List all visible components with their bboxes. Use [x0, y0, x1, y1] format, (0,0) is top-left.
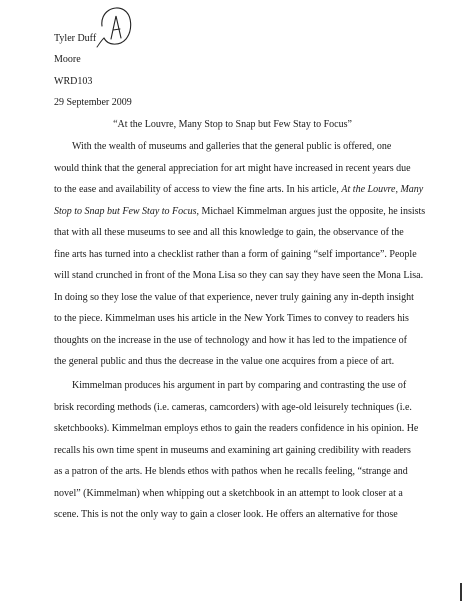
line-text: as a patron of the arts. He blends ethos with pathos when he recalls feeling, “strange and [54, 466, 408, 477]
course-code: WRD103 [54, 76, 93, 87]
paragraph-2-line [72, 380, 406, 392]
grade-mark [96, 6, 136, 48]
paragraph-1-line [54, 163, 411, 175]
date: 29 September 2009 [54, 97, 132, 108]
line-text: thoughts on the increase in the use of technology and how it has led to the impatience of [54, 334, 407, 346]
paragraph-1-line [72, 141, 391, 153]
paragraph-1-line [54, 335, 407, 347]
author-name: Tyler Duff [54, 33, 97, 44]
paragraph-2-line [54, 423, 418, 435]
paragraph-2-line [54, 402, 412, 414]
paragraph-1-line [54, 292, 414, 304]
paragraph-1-line [54, 249, 417, 261]
paragraph-2-line [54, 466, 408, 478]
essay-title: “At the Louvre, Many Stop to Snap but Few Stay to Focus” [113, 119, 352, 130]
line-text: recalls his own time spent in museums and examining art gaining credibility with readers [54, 444, 411, 456]
line-text: novel” (Kimmelman) when whipping out a sketchbook in an attempt to look closer at a [54, 487, 403, 499]
paragraph-2-line [54, 488, 403, 500]
line-text: would think that the general appreciation for art might have increased in recent years due [54, 162, 411, 174]
paragraph-2-line [54, 445, 411, 457]
scan-edge-mark [460, 583, 462, 601]
article-title-italic: At the Louvre, Many [341, 184, 424, 195]
instructor-name: Moore [54, 54, 81, 65]
line-text: In doing so they lose the value of that experience, never truly gaining any in-depth insight [54, 291, 414, 303]
line-text: the general public and thus the decrease in the value one acquires from a piece of art. [54, 356, 395, 367]
line-text: Kimmelman produces his argument in part by comparing and contrasting the use of [72, 380, 407, 391]
paragraph-1-line [54, 356, 394, 368]
line-text: sketchbooks). Kimmelman employs ethos to gain the readers confidence in his opinion. He [54, 423, 419, 434]
paragraph-1-line [54, 313, 409, 325]
line-text: will stand crunched in front of the Mona Lisa so they can say they have seen the Mona Lisa. [54, 270, 424, 281]
line-text: to the piece. Kimmelman uses his article in the New York Times to convey to readers his [54, 313, 409, 324]
paragraph-1-line [54, 184, 423, 196]
paragraph-1-line [54, 227, 404, 239]
paragraph-1-line [54, 270, 423, 282]
paragraph-1-line [54, 206, 425, 218]
paragraph-2-line [54, 509, 398, 521]
line-text: scene. This is not the only way to gain a closer look. He offers an alternative for those [54, 509, 398, 520]
line-text: brisk recording methods (i.e. cameras, camcorders) with age-old leisurely techniques (i.e. [54, 401, 412, 413]
line-text: fine arts has turned into a checklist rather than a form of gaining “self importance”. People [54, 248, 417, 260]
line-text: With the wealth of museums and galleries that the general public is offered, one [72, 141, 392, 152]
line-text: to the ease and availability of access to view the fine arts. In his article, [54, 184, 342, 195]
line-text: that with all these museums to see and all this knowledge to gain, the observance of the [54, 227, 404, 238]
article-title-italic: Stop to Snap but Few Stay to Focus [54, 205, 197, 217]
line-text: , Michael Kimmelman argues just the opposite, he insists [196, 205, 426, 217]
